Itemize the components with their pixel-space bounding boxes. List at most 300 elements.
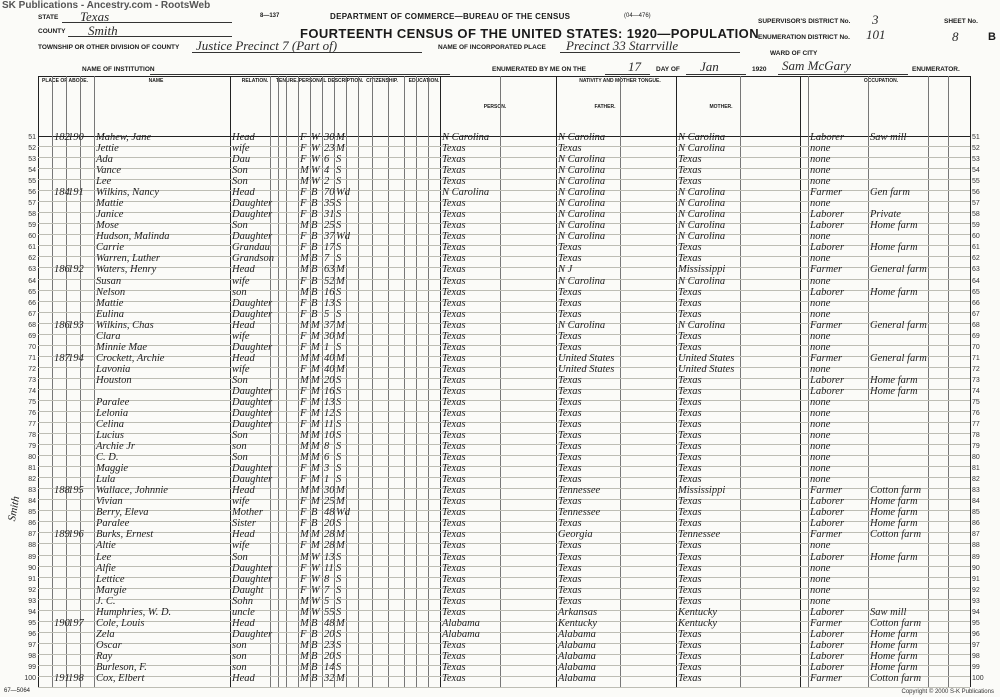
cell-mbp: N Carolina [678, 187, 726, 199]
cell-bp: Texas [442, 485, 466, 497]
line-number-right: 51 [972, 134, 980, 141]
cell-bp: Texas [442, 562, 466, 574]
cell-name: Paralee [96, 518, 130, 530]
line-number: 71 [28, 354, 36, 362]
line-number: 60 [28, 233, 36, 241]
cell-occ: Laborer [810, 518, 845, 530]
cell-rel: wife [232, 143, 250, 155]
cell-fbp: N Carolina [558, 187, 606, 199]
cell-race: M [311, 352, 320, 364]
cell-age: 20 [324, 628, 335, 640]
cell-name: Susan [96, 275, 122, 287]
cell-fbp: Texas [558, 463, 582, 475]
line-number-right: 75 [972, 398, 980, 406]
cell-sex: F [300, 363, 307, 375]
cell-bp: Texas [442, 253, 466, 265]
cell-ind: Home farm [870, 507, 918, 519]
line-number-right: 92 [972, 586, 980, 594]
cell-rel: son [232, 639, 247, 651]
cell-fbp: N Carolina [558, 198, 606, 210]
cell-occ: none [810, 275, 831, 287]
cell-dwelling: 189 [54, 529, 70, 541]
line-number: 62 [28, 255, 36, 263]
cell-race: B [311, 220, 318, 232]
copyright: Copyright © 2000 S-K Publications [901, 689, 994, 695]
cell-occ: none [810, 474, 831, 486]
cell-mbp: N Carolina [678, 209, 726, 221]
cell-rel: Son [232, 374, 248, 386]
cell-race: B [311, 253, 318, 265]
line-number-right: 85 [972, 509, 980, 517]
line-number: 92 [28, 586, 36, 594]
cell-rel: Head [232, 132, 255, 143]
line-number: 63 [28, 266, 36, 274]
cell-rel: Head [232, 617, 255, 629]
cell-race: M [311, 529, 320, 541]
cell-race: B [311, 672, 318, 684]
cell-family: 194 [68, 352, 84, 364]
cell-name: Paralee [96, 396, 130, 408]
cell-occ: none [810, 363, 831, 375]
cell-bp: Texas [442, 540, 466, 552]
cell-ind: Home farm [870, 650, 918, 662]
line-number-right: 79 [972, 443, 980, 451]
sheet-label: SHEET No. [944, 18, 978, 25]
cell-age: 30 [324, 485, 335, 497]
line-number-right: 86 [972, 520, 980, 528]
cell-age: 13 [324, 396, 335, 408]
cell-ms: M [336, 319, 345, 331]
cell-sex: F [300, 154, 307, 166]
cell-age: 7 [324, 584, 330, 596]
cell-occ: Farmer [810, 485, 843, 497]
line-number: 88 [28, 542, 36, 550]
cell-occ: Laborer [810, 385, 845, 397]
cell-ms: S [336, 154, 342, 166]
cell-name: Waters, Henry [96, 264, 157, 276]
line-number-right: 87 [972, 531, 980, 539]
cell-sex: F [300, 242, 307, 254]
cell-bp: Texas [442, 209, 466, 221]
cell-bp: Texas [442, 275, 466, 287]
cell-ms: S [336, 396, 342, 408]
cell-fbp: Alabama [558, 628, 596, 640]
cell-ms: Wd [336, 231, 350, 243]
cell-mbp: Texas [678, 286, 702, 298]
cell-ms: S [336, 253, 342, 265]
cell-rel: wife [232, 496, 250, 508]
cell-fbp: Texas [558, 253, 582, 265]
cell-ms: S [336, 595, 342, 607]
cell-race: B [311, 650, 318, 662]
cell-mbp: N Carolina [678, 220, 726, 232]
line-number: 91 [28, 575, 36, 583]
cell-fbp: Texas [558, 452, 582, 464]
cell-name: Wilkins, Nancy [96, 187, 159, 199]
cell-bp: Texas [442, 308, 466, 320]
cell-bp: N Carolina [442, 132, 490, 143]
cell-bp: Texas [442, 198, 466, 210]
table-row [24, 672, 984, 688]
cell-name: Celina [96, 419, 124, 431]
cell-age: 4 [324, 165, 330, 177]
cell-ms: M [336, 275, 345, 287]
cell-rel: Daughter [232, 419, 273, 431]
cell-ms: S [336, 198, 342, 210]
cell-ms: M [336, 529, 345, 541]
enumeration-label: ENUMERATION DISTRICT No. [758, 34, 850, 41]
cell-name: Eulina [96, 308, 124, 320]
cell-ms: S [336, 606, 342, 618]
cell-race: B [311, 518, 318, 530]
cell-occ: none [810, 308, 831, 320]
cell-mbp: Texas [678, 165, 702, 177]
cell-ind: Home farm [870, 551, 918, 563]
cell-occ: Laborer [810, 639, 845, 651]
cell-sex: M [300, 176, 309, 188]
line-number: 55 [28, 178, 36, 186]
cell-mbp: Texas [678, 374, 702, 386]
cell-race: B [311, 308, 318, 320]
cell-sex: M [300, 617, 309, 629]
cell-age: 48 [324, 617, 335, 629]
cell-name: Burleson, F. [96, 661, 147, 673]
cell-occ: Laborer [810, 551, 845, 563]
cell-fbp: Texas [558, 385, 582, 397]
cell-ms: M [336, 363, 345, 375]
cell-race: M [311, 341, 320, 353]
cell-family: 191 [68, 187, 84, 199]
cell-rel: Daughter [232, 408, 273, 419]
cell-occ: Laborer [810, 661, 845, 673]
cell-sex: F [300, 297, 307, 309]
cell-fbp: Texas [558, 540, 582, 552]
cell-sex: F [300, 143, 307, 155]
line-number: 57 [28, 200, 36, 208]
enumerator-value: Sam McGary [782, 58, 851, 73]
cell-ms: S [336, 308, 342, 320]
cell-name: Vivian [96, 496, 123, 508]
line-number-right: 69 [972, 332, 980, 340]
sheet-side: B [988, 31, 996, 43]
department-heading: DEPARTMENT OF COMMERCE—BUREAU OF THE CENSUS [330, 12, 571, 21]
cell-rel: Daught [232, 584, 264, 596]
cell-race: W [311, 606, 320, 618]
cell-occ: Farmer [810, 319, 843, 331]
cell-name: Minnie Mae [96, 341, 148, 353]
cell-sex: F [300, 507, 307, 519]
cell-fbp: Arkansas [558, 606, 598, 618]
cell-race: B [311, 639, 318, 651]
cell-mbp: Texas [678, 341, 702, 353]
cell-rel: son [232, 286, 247, 298]
cell-age: 40 [324, 363, 335, 375]
cell-fbp: Texas [558, 143, 582, 155]
cell-ms: Wd [336, 507, 350, 519]
cell-fbp: Alabama [558, 672, 596, 684]
line-number: 86 [28, 520, 36, 528]
cell-bp: Texas [442, 396, 466, 408]
line-number-right: 66 [972, 299, 980, 307]
cell-sex: M [300, 672, 309, 684]
cell-ms: S [336, 430, 342, 442]
cell-sex: M [300, 220, 309, 232]
line-number: 84 [28, 498, 36, 506]
cell-mbp: Texas [678, 396, 702, 408]
cell-name: Wilkins, Chas [96, 319, 154, 331]
margin-note: Smith [6, 495, 23, 523]
cell-ms: M [336, 540, 345, 552]
cell-race: W [311, 595, 320, 607]
line-number-right: 55 [972, 178, 980, 186]
line-number: 68 [28, 321, 36, 329]
cell-mbp: Texas [678, 562, 702, 574]
cell-mbp: Tennessee [678, 529, 721, 541]
cell-mbp: N Carolina [678, 231, 726, 243]
cell-bp: Texas [442, 374, 466, 386]
cell-fbp: Texas [558, 551, 582, 563]
line-number-right: 67 [972, 310, 980, 318]
line-number-right: 97 [972, 641, 980, 649]
cell-occ: Farmer [810, 264, 843, 276]
cell-ind: Gen farm [870, 187, 910, 199]
cell-ms: S [336, 518, 342, 530]
cell-mbp: Texas [678, 308, 702, 320]
cell-rel: Daughter [232, 396, 273, 408]
cell-fbp: Texas [558, 330, 582, 342]
cell-rel: Head [232, 352, 255, 364]
cell-ind: Home farm [870, 220, 918, 232]
cell-rel: Dau [232, 154, 251, 166]
cell-sex: M [300, 352, 309, 364]
cell-age: 11 [324, 419, 334, 431]
cell-age: 10 [324, 430, 335, 442]
cell-age: 63 [324, 264, 335, 276]
cell-rel: Head [232, 319, 255, 331]
line-number: 61 [28, 244, 36, 252]
cell-ms: S [336, 176, 342, 188]
cell-age: 17 [324, 242, 335, 254]
cell-bp: Texas [442, 286, 466, 298]
cell-bp: Texas [442, 341, 466, 353]
line-number: 79 [28, 443, 36, 451]
cell-fbp: N Carolina [558, 275, 606, 287]
cell-name: Ada [96, 154, 113, 166]
month-value: Jan [700, 59, 719, 74]
line-number: 89 [28, 553, 36, 561]
cell-name: Mattie [96, 297, 124, 309]
cell-age: 25 [324, 220, 335, 232]
cell-fbp: Texas [558, 308, 582, 320]
line-number-right: 90 [972, 564, 980, 572]
cell-race: M [311, 374, 320, 386]
cell-ind: Home farm [870, 286, 918, 298]
cell-occ: Laborer [810, 507, 845, 519]
census-table [24, 132, 984, 687]
cell-rel: Head [232, 187, 255, 199]
cell-occ: Laborer [810, 606, 845, 618]
cell-dwelling: 186 [54, 319, 70, 331]
line-number-right: 65 [972, 288, 980, 296]
cell-name: Lula [96, 474, 116, 486]
cell-bp: Texas [442, 330, 466, 342]
cell-fbp: Alabama [558, 650, 596, 662]
cell-ind: Home farm [870, 639, 918, 651]
cell-age: 25 [324, 496, 335, 508]
cell-age: 35 [324, 198, 335, 210]
cell-occ: none [810, 231, 831, 243]
cell-race: M [311, 474, 320, 486]
cell-race: W [311, 562, 320, 574]
cell-race: B [311, 187, 318, 199]
cell-age: 12 [324, 408, 335, 419]
cell-rel: Son [232, 176, 248, 188]
cell-mbp: Texas [678, 573, 702, 585]
cell-ms: M [336, 352, 345, 364]
cell-sex: M [300, 430, 309, 442]
cell-race: W [311, 573, 320, 585]
cell-age: 13 [324, 297, 335, 309]
township-value: Justice Precinct 7 (Part of) [196, 38, 338, 53]
year-label: 1920 [752, 66, 767, 73]
cell-occ: none [810, 341, 831, 353]
cell-occ: Laborer [810, 496, 845, 508]
cell-mbp: Texas [678, 154, 702, 166]
line-number: 93 [28, 597, 36, 605]
cell-mbp: Texas [678, 672, 702, 684]
cell-rel: Son [232, 165, 248, 177]
group-relation: RELATION. [241, 78, 269, 84]
cell-sex: F [300, 540, 307, 552]
line-number: 77 [28, 421, 36, 429]
cell-sex: F [300, 308, 307, 320]
cell-age: 6 [324, 452, 330, 464]
cell-sex: F [300, 628, 307, 640]
cell-race: B [311, 507, 318, 519]
cell-fbp: N Carolina [558, 176, 606, 188]
cell-age: 6 [324, 154, 330, 166]
cell-sex: M [300, 639, 309, 651]
cell-race: B [311, 661, 318, 673]
cell-sex: M [300, 374, 309, 386]
cell-sex: F [300, 275, 307, 287]
cell-dwelling: 184 [54, 187, 70, 199]
cell-mbp: Texas [678, 551, 702, 563]
cell-ms: M [336, 672, 345, 684]
cell-race: M [311, 363, 320, 375]
nativity-father: FATHER. [594, 104, 616, 110]
line-number-right: 68 [972, 321, 980, 329]
cell-sex: M [300, 606, 309, 618]
line-number: 90 [28, 564, 36, 572]
cell-ms: S [336, 441, 342, 453]
supervisor-value: 3 [872, 12, 879, 27]
cell-family: 197 [68, 617, 84, 629]
cell-name: Burks, Ernest [96, 529, 154, 541]
cell-race: M [311, 485, 320, 497]
cell-age: 11 [324, 562, 334, 574]
cell-race: M [311, 396, 320, 408]
cell-sex: F [300, 209, 307, 221]
cell-rel: Head [232, 264, 255, 276]
line-number-right: 64 [972, 277, 980, 285]
line-number: 98 [28, 652, 36, 660]
cell-family: 190 [68, 132, 84, 143]
cell-ms: S [336, 297, 342, 309]
cell-bp: Texas [442, 661, 466, 673]
cell-name: Lavonia [96, 363, 131, 375]
cell-sex: F [300, 474, 307, 486]
cell-bp: Texas [442, 220, 466, 232]
cell-bp: Texas [442, 441, 466, 453]
cell-bp: Texas [442, 408, 466, 419]
cell-sex: M [300, 253, 309, 265]
cell-mbp: Kentucky [678, 606, 718, 618]
cell-bp: Texas [442, 452, 466, 464]
cell-ms: S [336, 661, 342, 673]
cell-ms: S [336, 573, 342, 585]
line-number: 72 [28, 365, 36, 373]
cell-sex: M [300, 595, 309, 607]
line-number: 96 [28, 630, 36, 638]
cell-name: Wallace, Johnnie [96, 485, 168, 497]
cell-ind: Home farm [870, 518, 918, 530]
cell-fbp: N Carolina [558, 132, 606, 143]
cell-mbp: Texas [678, 297, 702, 309]
group-citizenship: CITIZENSHIP. [366, 78, 398, 84]
cell-occ: Laborer [810, 220, 845, 232]
cell-ind: Private [870, 209, 901, 221]
line-number: 87 [28, 531, 36, 539]
cell-fbp: Texas [558, 374, 582, 386]
cell-occ: none [810, 330, 831, 342]
cell-mbp: Texas [678, 507, 702, 519]
cell-race: M [311, 408, 320, 419]
line-number-right: 80 [972, 454, 980, 462]
cell-sex: F [300, 419, 307, 431]
line-number-right: 63 [972, 266, 980, 274]
cell-mbp: Texas [678, 441, 702, 453]
cell-ind: Home farm [870, 628, 918, 640]
line-number: 95 [28, 619, 36, 627]
cell-bp: Texas [442, 584, 466, 596]
cell-bp: Texas [442, 176, 466, 188]
cell-race: M [311, 496, 320, 508]
cell-age: 7 [324, 253, 330, 265]
supervisor-label: SUPERVISOR'S DISTRICT No. [758, 18, 851, 25]
line-number-right: 76 [972, 410, 980, 417]
cell-fbp: Texas [558, 297, 582, 309]
cell-rel: Daughter [232, 385, 273, 397]
cell-race: B [311, 231, 318, 243]
cell-name: Altie [96, 540, 116, 552]
line-number-right: 53 [972, 156, 980, 164]
cell-rel: son [232, 650, 247, 662]
line-number: 73 [28, 376, 36, 384]
cell-sex: F [300, 132, 307, 143]
cell-bp: Texas [442, 419, 466, 431]
group-name: NAME [148, 78, 164, 84]
cell-race: M [311, 463, 320, 475]
cell-sex: F [300, 463, 307, 475]
cell-occ: none [810, 198, 831, 210]
cell-age: 32 [324, 672, 335, 684]
cell-ms: M [336, 132, 345, 143]
cell-mbp: Texas [678, 628, 702, 640]
cell-sex: F [300, 341, 307, 353]
cell-sex: F [300, 187, 307, 199]
cell-ms: S [336, 341, 342, 353]
